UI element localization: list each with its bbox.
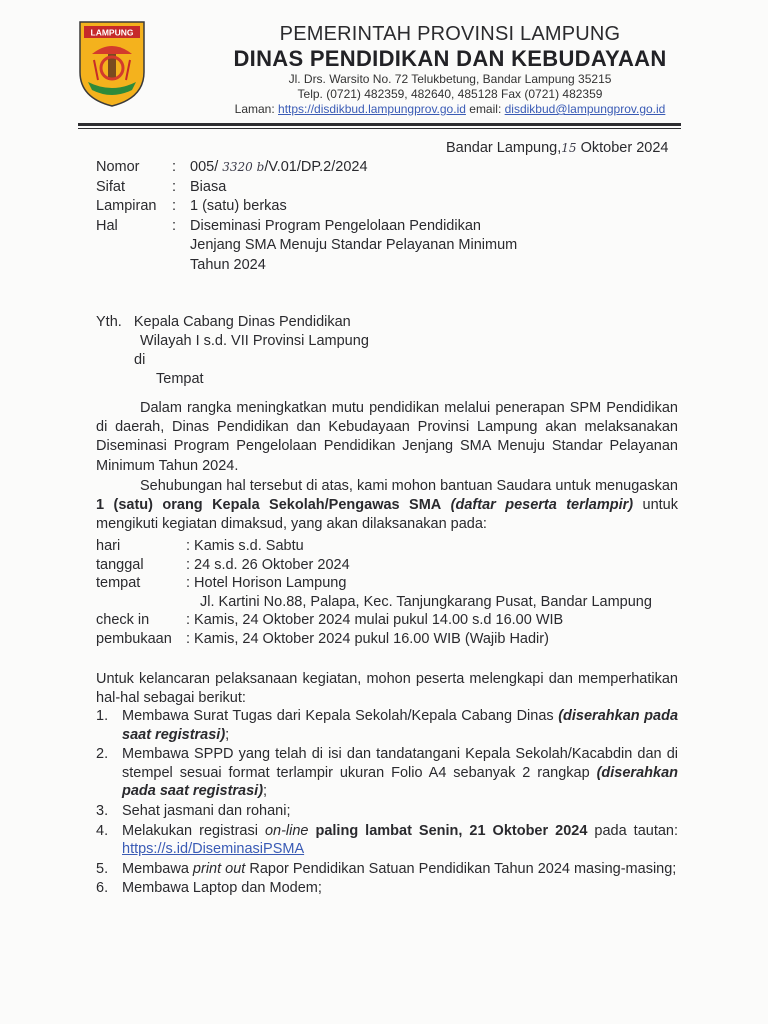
sifat-value: Biasa <box>190 178 227 195</box>
lampiran-value: 1 (satu) berkas <box>190 198 287 214</box>
detail-label: check in <box>96 612 150 628</box>
item-2-emphasis: (diserahkan pada saat registrasi) <box>122 764 678 800</box>
registration-link[interactable]: https://s.id/DiseminasiPSMA <box>122 841 305 858</box>
svg-text:LAMPUNG: LAMPUNG <box>90 27 134 38</box>
list-number: 5. <box>96 860 109 877</box>
detail-value: : Hotel Horison Lampung <box>186 575 347 591</box>
detail-row <box>96 593 652 612</box>
item-4-text-b: pada tautan: <box>587 822 679 839</box>
department-name: DINAS PENDIDIKAN DAN KEBUDAYAAN <box>233 46 667 71</box>
meta-lampiran <box>96 197 570 217</box>
item-4-italic: on-line <box>264 822 309 839</box>
nomor-value <box>190 158 570 178</box>
recipient-line-1 <box>96 313 369 332</box>
list-item <box>96 860 678 879</box>
letterhead-rule-thin <box>78 128 681 129</box>
detail-value: Jl. Kartini No.88, Palapa, Kec. Tanjungkarang Pusat, Bandar Lampung <box>200 593 652 610</box>
list-text: Sehat jasmani dan rohani; <box>122 802 291 819</box>
item-5-text-b: Rapor Pendidikan Satuan Pendidikan Tahun 2024 masing-masing; <box>245 860 677 877</box>
office-address: Jl. Drs. Warsito No. 72 Telukbetung, Bandar Lampung 35215 <box>288 72 612 86</box>
event-details <box>96 537 652 648</box>
colon: : <box>172 217 177 234</box>
email-link[interactable]: disdikbud@lampungprov.go.id <box>504 102 666 116</box>
list-text <box>122 707 678 744</box>
letterhead <box>160 22 740 117</box>
hal-label: Hal <box>96 217 118 234</box>
website-link[interactable]: https://disdikbud.lampungprov.go.id <box>278 102 466 116</box>
recipient-title: Kepala Cabang Dinas Pendidikan <box>133 314 351 330</box>
colon: : <box>172 198 177 214</box>
detail-value: : Kamis s.d. Sabtu <box>186 538 304 554</box>
meta-hal <box>96 217 570 276</box>
list-text <box>122 822 678 859</box>
body-paragraph-2 <box>96 477 678 535</box>
item-2-end: ; <box>263 783 268 800</box>
letter-meta <box>96 158 570 275</box>
list-item <box>96 802 678 821</box>
lampung-crest-logo <box>78 20 146 108</box>
list-number: 4. <box>96 822 109 839</box>
list-item <box>96 822 678 859</box>
nomor-prefix: 005/ <box>190 159 219 175</box>
para2-text-b: untuk mengikuti kegiatan dimaksud, yang akan dilaksanakan pada: <box>96 497 678 533</box>
lampiran-label: Lampiran <box>96 198 157 214</box>
item-5-italic: print out <box>192 860 246 877</box>
detail-label: pembukaan <box>96 630 172 647</box>
detail-label <box>96 593 200 612</box>
detail-label: tempat <box>96 575 141 591</box>
meta-sifat <box>96 178 570 198</box>
letterhead-rule-thick <box>78 123 681 126</box>
list-text <box>122 860 678 879</box>
hal-line-1: Diseminasi Program Pengelolaan Pendidikan <box>190 217 481 234</box>
detail-row <box>96 537 652 556</box>
detail-row <box>96 630 652 649</box>
letter-date <box>446 140 668 156</box>
sifat-label: Sifat <box>96 178 126 195</box>
para2-bold: 1 (satu) orang Kepala Sekolah/Pengawas SMA <box>96 497 442 514</box>
email-label: email: <box>469 102 502 116</box>
nomor-handwritten: 3320 b <box>222 160 265 174</box>
detail-row <box>96 574 652 593</box>
hal-value <box>190 217 570 276</box>
list-text <box>122 745 678 801</box>
item-2-text: Membawa SPPD yang telah di isi dan tandatangani Kepala Sekolah/Kacabdin dan di stempel sesuai format terlampir ukuran Folio A4 sebanyak 2 rangkap <box>122 746 678 781</box>
list-number: 3. <box>96 802 109 819</box>
list-number: 6. <box>96 880 109 897</box>
closing-intro: Untuk kelancaran pelaksanaan kegiatan, mohon peserta melengkapi dan memperhatikan hal-hal sebagai berikut: <box>96 671 678 707</box>
list-number: 2. <box>96 746 109 763</box>
detail-value: : 24 s.d. 26 Oktober 2024 <box>186 556 350 573</box>
para2-text-a: Sehubungan hal tersebut di atas, kami mohon bantuan Saudara untuk menugaskan <box>140 478 678 494</box>
item-4-text-a: Melakukan registrasi <box>122 822 265 839</box>
item-5-text-a: Membawa <box>122 860 193 877</box>
hal-line-3: Tahun 2024 <box>190 256 266 273</box>
date-handwritten-day: 15 <box>561 141 577 155</box>
list-item <box>96 879 678 898</box>
detail-row <box>96 556 652 575</box>
meta-nomor <box>96 158 570 178</box>
colon: : <box>172 178 177 195</box>
item-1-emphasis: (diserahkan pada saat registrasi) <box>122 708 679 743</box>
item-1-text: Membawa Surat Tugas dari Kepala Sekolah/Kepala Cabang Dinas <box>122 708 559 724</box>
para2-italic: (daftar peserta terlampir) <box>441 497 634 514</box>
body-paragraph-1: Dalam rangka meningkatkan mutu pendidikan melalui penerapan SPM Pendidikan di daerah, Dinas Pendidikan dan Kebudayaan Provinsi Lampung akan melaksanakan Diseminasi Program Pengelolaan Pendidikan Jenjang SMA Menuju Standar Pelayanan Minimum Tahun 2024. <box>96 400 678 474</box>
date-month-year: Oktober 2024 <box>576 140 669 156</box>
nomor-suffix: /V.01/DP.2/2024 <box>264 159 368 175</box>
office-web-email <box>160 102 740 117</box>
item-4-deadline: paling lambat Senin, 21 Oktober 2024 <box>308 822 588 839</box>
detail-value: : Kamis, 24 Oktober 2024 pukul 16.00 WIB (Wajib Hadir) <box>186 630 549 647</box>
detail-label: hari <box>96 538 121 554</box>
requirements-list <box>96 707 678 899</box>
nomor-label: Nomor <box>96 159 140 175</box>
detail-row <box>96 611 652 630</box>
detail-value: : Kamis, 24 Oktober 2024 mulai pukul 14.00 s.d 16.00 WIB <box>186 612 564 628</box>
office-phone: Telp. (0721) 482359, 482640, 485128 Fax (0721) 482359 <box>297 87 603 101</box>
hal-line-2: Jenjang SMA Menuju Standar Pelayanan Minimum <box>190 237 518 253</box>
recipient-tempat: Tempat <box>156 371 204 387</box>
recipient-block <box>96 313 369 389</box>
item-1-end: ; <box>225 726 230 743</box>
list-item <box>96 707 678 744</box>
colon: : <box>172 159 177 175</box>
list-number: 1. <box>96 708 109 724</box>
recipient-di: di <box>134 352 146 368</box>
website-label: Laman: <box>234 102 275 116</box>
date-place: Bandar Lampung, <box>446 140 562 156</box>
yth: Yth. <box>96 314 122 330</box>
government-name: PEMERINTAH PROVINSI LAMPUNG <box>279 23 621 45</box>
list-item <box>96 745 678 801</box>
detail-label: tanggal <box>96 556 144 573</box>
recipient-line-2: Wilayah I s.d. VII Provinsi Lampung <box>140 333 369 349</box>
list-text: Membawa Laptop dan Modem; <box>122 880 322 897</box>
